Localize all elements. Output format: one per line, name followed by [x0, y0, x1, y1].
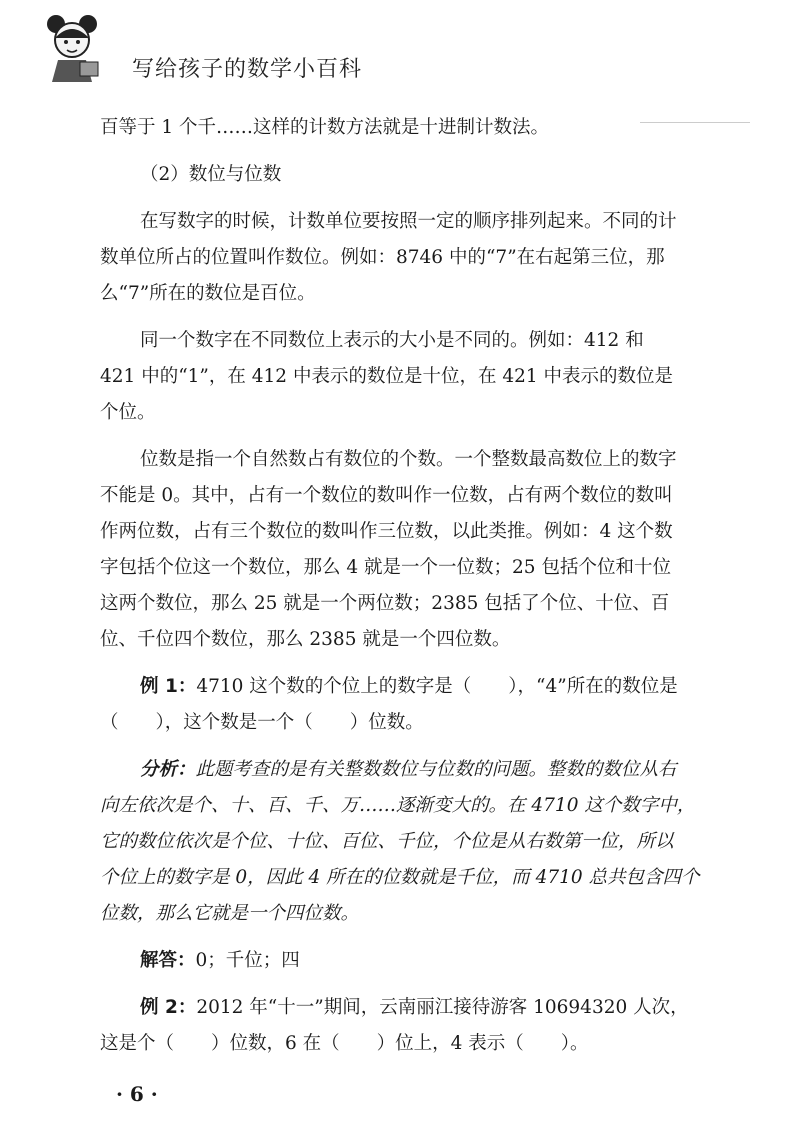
- text-line: 字包括个位这一个数位，那么 4 就是一个一位数；25 包括个位和十位: [100, 557, 671, 578]
- page-body: [100, 110, 740, 1062]
- analysis-text: 此题考查的是有关整数数位与位数的问题。整数的数位从右: [195, 759, 677, 780]
- example-2: [100, 990, 740, 1026]
- answer-label: 解答：: [140, 950, 196, 971]
- text-line: 这是个（ ）位数，6 在（ ）位上，4 表示（ ）。: [100, 1033, 589, 1054]
- text-line: 百等于 1 个千……这样的计数方法就是十进制计数法。: [100, 117, 550, 138]
- page-header: [40, 10, 760, 90]
- text-line: 同一个数字在不同数位上表示的大小是不同的。例如：412 和: [140, 330, 644, 351]
- girl-mascot-icon: [40, 10, 118, 88]
- analysis-line: [100, 752, 740, 788]
- text-line: 数单位所占的位置叫作数位。例如：8746 中的“7”在右起第三位，那: [100, 247, 665, 268]
- example-2-text: 2012 年“十一”期间，云南丽江接待游客 10694320 人次，: [196, 997, 689, 1018]
- text-line: 位数，那么它就是一个四位数。: [100, 903, 360, 924]
- text-line: 不能是 0。其中，占有一个数位的数叫作一位数，占有两个数位的数叫: [100, 485, 673, 506]
- text-line: 个位上的数字是 0，因此 4 所在的位数就是千位，而 4710 总共包含四个: [100, 867, 700, 888]
- text-line: 个位。: [100, 402, 156, 423]
- example-1: [100, 669, 740, 705]
- text-line: 么“7”所在的数位是百位。: [100, 283, 316, 304]
- text-line: 作两位数，占有三个数位的数叫作三位数，以此类推。例如：4 这个数: [100, 521, 673, 542]
- text-line: 位数是指一个自然数占有数位的个数。一个整数最高数位上的数字: [140, 449, 677, 470]
- text-line: 向左依次是个、十、百、千、万……逐渐变大的。在 4710 这个数字中，: [100, 795, 696, 816]
- text-line: 421 中的“1”，在 412 中表示的数位是十位，在 421 中表示的数位是: [100, 366, 674, 387]
- example-1-label: 例 1：: [140, 676, 197, 697]
- page-number: · 6 ·: [116, 1082, 158, 1106]
- example-2-label: 例 2：: [140, 997, 197, 1018]
- answer-line: [100, 943, 740, 979]
- book-title: 写给孩子的数学小百科: [132, 57, 363, 82]
- text-line: 在写数字的时候，计数单位要按照一定的顺序排列起来。不同的计: [140, 211, 677, 232]
- text-line: 这两个数位，那么 25 就是一个两位数；2385 包括了个位、十位、百: [100, 593, 670, 614]
- section-heading: （2）数位与位数: [140, 164, 282, 185]
- answer-text: 0；千位；四: [195, 950, 300, 971]
- text-line: 位、千位四个数位，那么 2385 就是一个四位数。: [100, 629, 511, 650]
- analysis-label: 分析：: [140, 759, 196, 780]
- text-line: （ ），这个数是一个（ ）位数。: [100, 712, 424, 733]
- text-line: 它的数位依次是个位、十位、百位、千位，个位是从右数第一位，所以: [100, 831, 674, 852]
- example-1-text: 4710 这个数的个位上的数字是（ ），“4”所在的数位是: [196, 676, 678, 697]
